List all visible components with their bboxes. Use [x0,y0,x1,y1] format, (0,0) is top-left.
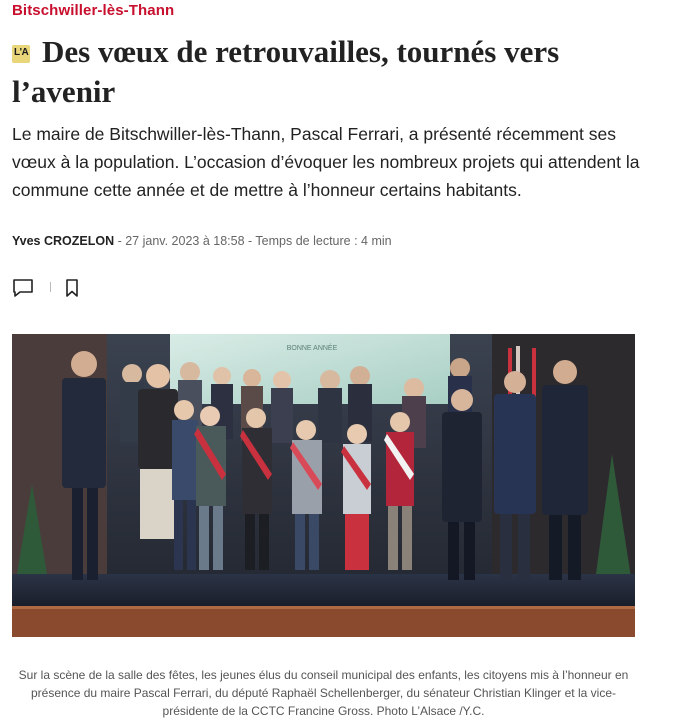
photo-caption: Sur la scène de la salle des fêtes, les jeunes élus du conseil municipal des enfants, les citoyens mis à l’honneur en présence du maire Pascal Ferrari, du député Raphaël Schellenberger, du sénateur Christian Klinger et la vice-présidente de la CCTC Francine Gross. Photo L’Alsace /Y.C. [18,668,629,718]
article-photo [12,334,635,637]
divider [50,282,51,292]
bookmark-icon[interactable] [64,278,80,298]
article-actions [12,278,132,300]
comment-icon[interactable] [12,278,34,298]
badge-label: L'A [14,47,29,58]
article-title: Des vœux de retrouvailles, tournés vers l’avenir [12,34,560,109]
section-link[interactable]: Bitschwiller-lès-Thann [12,2,175,19]
stage-front [12,606,635,637]
article-meta [12,234,392,248]
author-name[interactable]: Yves CROZELON [12,234,115,248]
screen-text: BONNE ANNÉE [286,345,338,352]
article-lead: Le maire de Bitschwiller-lès-Thann, Pascal Ferrari, a présenté récemment ses vœux à la population. L’occasion d’évoquer les nombreux projets qui attendent la commune cette année et de mettre à l’honneur certains habitants. [12,124,640,200]
group-photo-illustration [12,334,635,637]
article-date-readtime: - 27 janv. 2023 à 18:58 - Temps de lecture : 4 min [114,234,392,248]
